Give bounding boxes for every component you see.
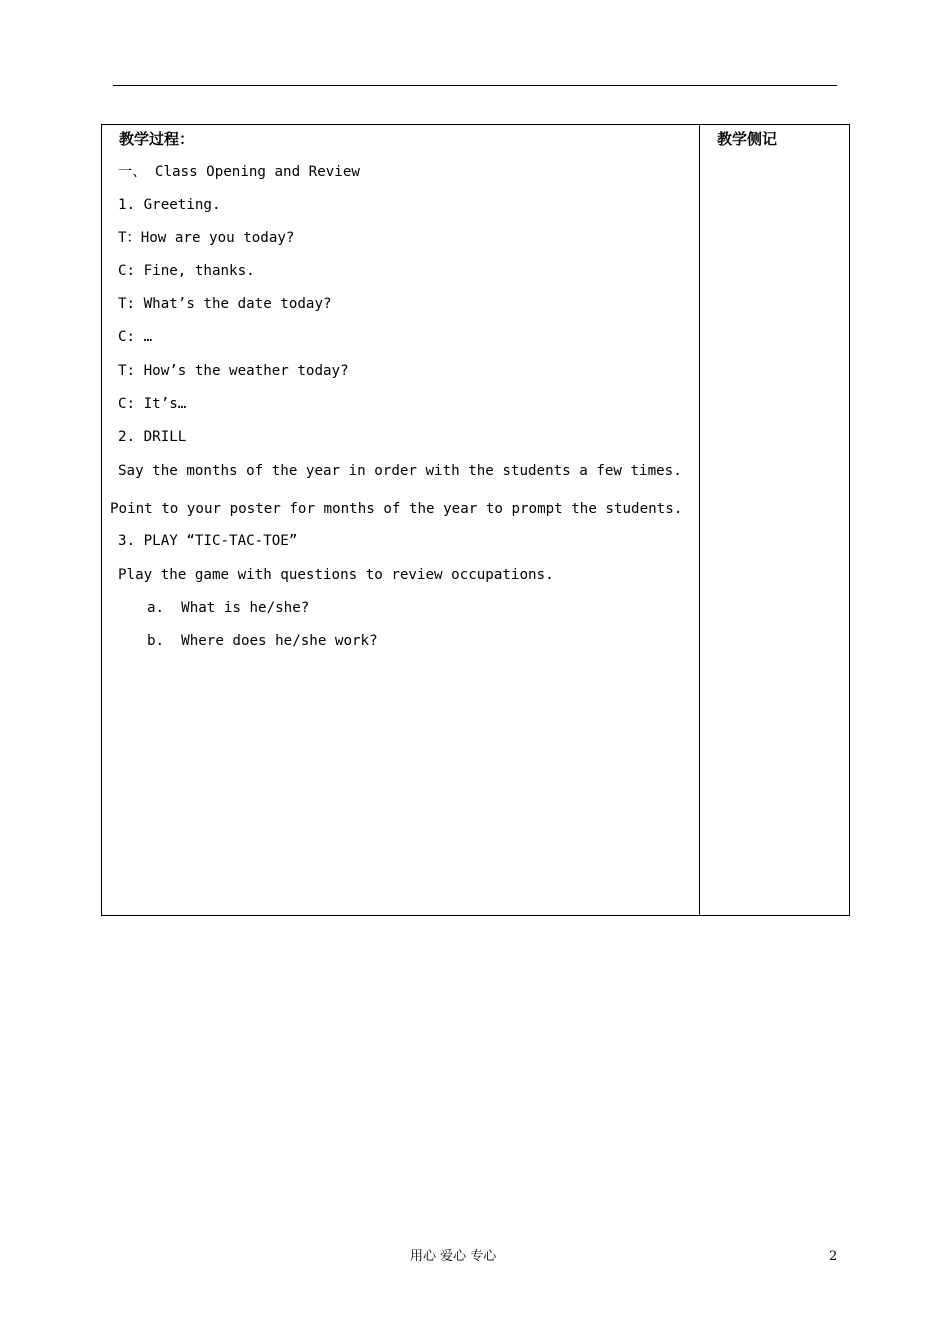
instruction-line: Point to your poster for months of the year to prompt the students. bbox=[110, 501, 683, 517]
dialogue-line: T: How’s the weather today? bbox=[118, 363, 349, 379]
section-heading: 一、 Class Opening and Review bbox=[118, 164, 360, 180]
column-divider bbox=[699, 125, 700, 915]
step-play: 3. PLAY “TIC-TAC-TOE” bbox=[118, 533, 298, 549]
notes-header: 教学侧记 bbox=[717, 130, 778, 148]
dialogue-line: T: What’s the date today? bbox=[118, 296, 332, 312]
question-item: b. Where does he/she work? bbox=[147, 633, 378, 649]
instruction-line: Play the game with questions to review occupations. bbox=[118, 567, 554, 583]
process-header: 教学过程： bbox=[119, 130, 195, 148]
header-rule bbox=[113, 85, 837, 86]
dialogue-line: C: It’s… bbox=[118, 396, 187, 412]
dialogue-line: T：How are you today? bbox=[118, 230, 295, 246]
lesson-table bbox=[101, 124, 850, 916]
page-number: 2 bbox=[829, 1249, 838, 1264]
step-drill: 2. DRILL bbox=[118, 429, 187, 445]
dialogue-line: C: … bbox=[118, 329, 153, 345]
instruction-line: Say the months of the year in order with the students a few times. bbox=[118, 463, 682, 479]
dialogue-line: C: Fine, thanks. bbox=[118, 263, 255, 279]
step-greeting: 1. Greeting. bbox=[118, 197, 221, 213]
question-item: a. What is he/she? bbox=[147, 600, 310, 616]
footer-motto: 用心 爱心 专心 bbox=[410, 1249, 497, 1264]
